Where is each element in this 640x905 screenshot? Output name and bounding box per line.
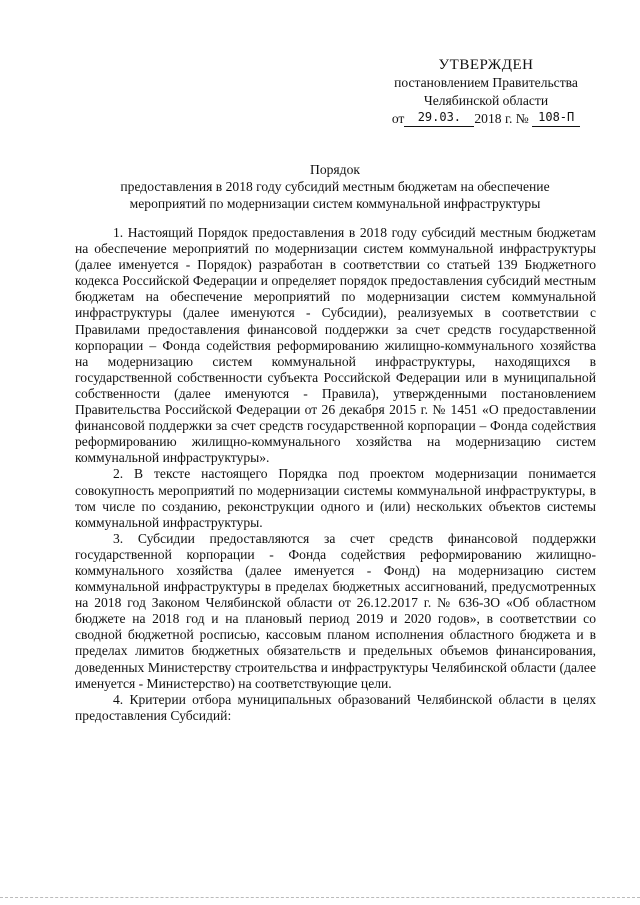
title-line-1: Порядок	[310, 162, 360, 177]
paragraph-1: 1. Настоящий Порядок предоставления в 2018 году субсидий местным бюджетам на обеспечение мероприятий по модернизации систем коммунальной инфраструктуры (далее именуется - Порядок) разработан в соответствии со статьей 139 Бюджетного кодекса Российской Федерации и определяет порядок предоставления субсидий местным бюджетам на обеспечение мероприятий по модернизации систем коммунальной инфраструктуры (далее именуются - Субсидии), реализуемых в соответствии с Правилами предоставления финансовой поддержки за счет средств государственной корпорации – Фонда содействия реформированию жилищно-коммунального хозяйства на модернизацию систем коммунальной инфраструктуры, находящихся в государственной собственности субъекта Российской Федерации или в муниципальной собственности (далее именуются - Правила), утвержденными постановлением Правительства Российской Федерации от 26 декабря 2015 г. № 1451 «О предоставлении финансовой поддержки за счет средств государственной корпорации – Фонда содействия реформированию жилищно-коммунального хозяйства на модернизацию систем коммунальной инфраструктуры».	[75, 225, 596, 466]
approval-line-2: Челябинской области	[423, 93, 549, 108]
paragraph-2: 2. В тексте настоящего Порядка под проектом модернизации понимается совокупность мероприятий по модернизации системы коммунальной инфраструктуры, в том числе по созданию, реконструкции одного и (или) нескольких объектов системы коммунальной инфраструктуры.	[75, 466, 596, 530]
document-body	[75, 225, 596, 724]
approval-date-line	[376, 110, 596, 129]
paragraph-4: 4. Критерии отбора муниципальных образований Челябинской области в целях предоставления Субсидий:	[75, 691, 596, 723]
page-bottom-rule	[0, 897, 640, 898]
approval-line-1: постановлением Правительства	[394, 75, 578, 90]
title-line-2: предоставления в 2018 году субсидий местным бюджетам на обеспечение	[120, 179, 550, 194]
approval-number: 108-П	[532, 108, 580, 127]
date-prefix: от	[391, 111, 405, 126]
title-line-3: мероприятий по модернизации систем коммунальной инфраструктуры	[129, 196, 541, 211]
paragraph-3: 3. Субсидии предоставляются за счет средств финансовой поддержки государственной корпорации - Фонда содействия реформированию жилищно-коммунального хозяйства (далее именуется - Фонд) на модернизацию систем коммунальной инфраструктуры в пределах бюджетных ассигнований, предусмотренных на 2018 год Законом Челябинской области от 26.12.2017 г. № 636-ЗО «Об областном бюджете на 2018 год и на плановый период 2019 и 2020 годов», в соответствии со сводной бюджетной росписью, кассовым планом исполнения областного бюджета и в пределах лимитов бюджетных обязательств и предельных объемов финансирования, доведенных Министерству строительства и инфраструктуры Челябинской области (далее именуется - Министерство) на соответствующие цели.	[75, 530, 596, 691]
approval-stamp	[376, 56, 596, 129]
document-title	[70, 161, 600, 212]
approval-date: 29.03.	[404, 108, 474, 127]
year-text: 2018 г. №	[474, 111, 529, 126]
approval-heading: УТВЕРЖДЕН	[438, 57, 534, 73]
